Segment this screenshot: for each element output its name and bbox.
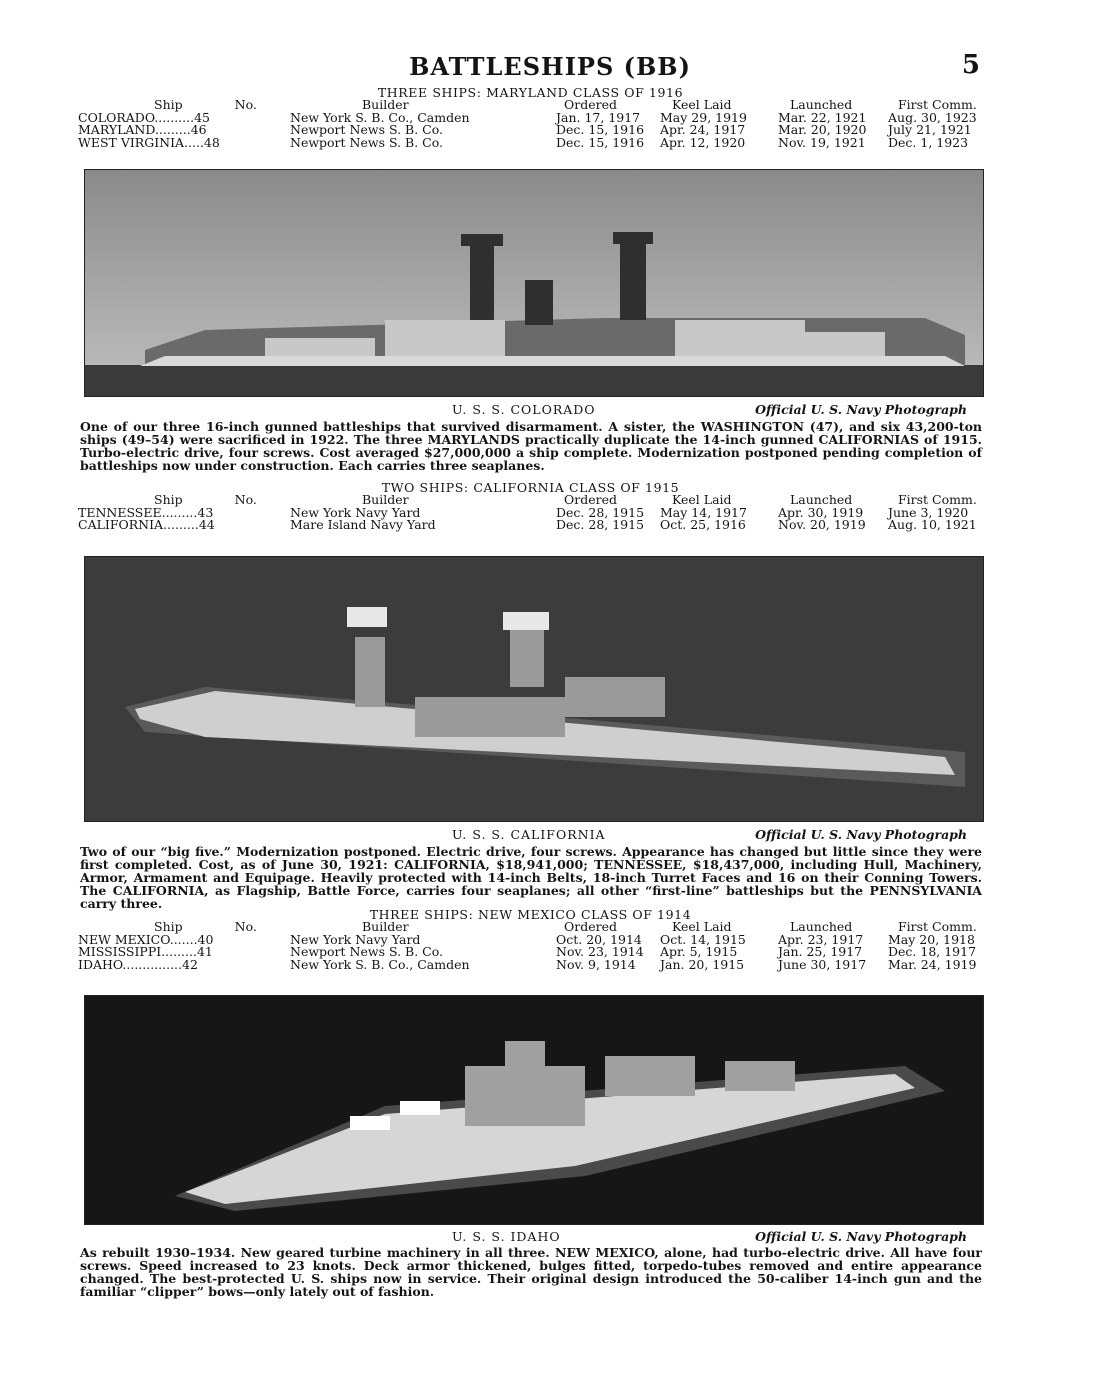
cell-keel: Apr. 5, 1915 [660,944,738,959]
table-row [78,137,983,150]
cell-comm: Dec. 1, 1923 [888,134,969,150]
idaho-description: As rebuilt 1930–1934. New geared turbine machinery in all three. NEW MEXICO, alone, had turbo-electric drive. All have four screws. Speed increased to 23 knots. Deck armor thickened, bulges fitted, torpedo-tubes removed and entire appearance changed. The best-protected U. S. ships now in service. Their original design introduced the 50-caliber 14-inch gun and the familiar “clipper” bows—only lately out of fashion. [80,1245,982,1299]
col-ship-no: Ship No. [154,97,257,112]
cell-builder: Newport News S. B. Co. [290,944,443,959]
ship-table [78,494,983,532]
ship-table [78,99,983,149]
photo-caption: U. S. S. IDAHO [452,1229,561,1244]
cell-ship: CALIFORNIA.........44 [78,517,215,532]
cell-comm: May 20, 1918 [888,931,975,947]
cell-comm: June 3, 1920 [888,504,969,520]
col-launched: Launched [790,919,853,934]
photo-caption: U. S. S. CALIFORNIA [452,827,606,842]
cell-ship: MISSISSIPPI.........41 [78,944,213,959]
photo-credit: Official U. S. Navy Photograph [755,1229,967,1244]
maryland-class-section [78,86,983,149]
photo-caption: U. S. S. COLORADO [452,402,596,417]
cell-ship: TENNESSEE.........43 [78,504,214,520]
page-number: 5 [961,50,980,80]
cell-launched: Nov. 19, 1921 [778,134,866,150]
cell-ship: IDAHO...............42 [78,956,198,972]
col-ordered: Ordered [564,97,617,112]
cell-keel: May 29, 1919 [660,109,747,125]
cell-builder: New York S. B. Co., Camden [290,109,470,125]
col-builder: Builder [362,919,409,934]
cell-ordered: Oct. 20, 1914 [556,931,642,947]
photo-credit: Official U. S. Navy Photograph [755,402,967,417]
cell-keel: Apr. 24, 1917 [660,122,746,137]
col-ordered: Ordered [564,492,617,507]
cell-launched: Mar. 20, 1920 [778,122,867,137]
table-row [78,959,983,972]
section-title: THREE SHIPS: NEW MEXICO CLASS OF 1914 [369,907,692,922]
cell-ordered: Dec. 28, 1915 [556,517,645,532]
photo-credit: Official U. S. Navy Photograph [755,827,967,842]
section-title: TWO SHIPS: CALIFORNIA CLASS OF 1915 [381,480,680,495]
cell-ordered: Nov. 9, 1914 [556,956,636,972]
cell-launched: June 30, 1917 [778,956,867,972]
cell-comm: Aug. 30, 1923 [888,109,977,125]
col-first-comm: First Comm. [898,919,977,934]
colorado-description: One of our three 16-inch gunned battleships that survived disarmament. A sister, the WASHINGTON (47), and six 43,200-ton ships (49–54) were sacrificed in 1922. The three MARYLANDS practically duplicate the 14-inch gunned CALIFORNIAS of 1915. Turbo-electric drive, four screws. Cost averaged $27,000,000 a ship complete. Modernization postponed pending completion of battleships now under construction. Each carries three seaplanes. [80,419,982,473]
cell-launched: Apr. 30, 1919 [778,504,864,520]
cell-builder: New York Navy Yard [290,504,421,520]
page-title: BATTLESHIPS (BB) [409,52,691,81]
col-keel-laid: Keel Laid [672,919,732,934]
col-keel-laid: Keel Laid [672,492,732,507]
cell-ship: WEST VIRGINIA.....48 [78,134,220,150]
col-ship-no: Ship No. [154,492,257,507]
col-ship-no: Ship No. [154,919,257,934]
col-ordered: Ordered [564,919,617,934]
cell-comm: Mar. 24, 1919 [888,956,977,972]
ship-table [78,921,983,971]
cell-ship: NEW MEXICO.......40 [78,931,214,947]
col-first-comm: First Comm. [898,492,977,507]
col-launched: Launched [790,97,853,112]
cell-launched: Jan. 25, 1917 [778,944,863,959]
cell-ship: COLORADO..........45 [78,109,210,125]
cell-keel: May 14, 1917 [660,504,747,520]
cell-builder: Mare Island Navy Yard [290,517,436,532]
cell-comm: Dec. 18, 1917 [888,944,977,959]
cell-keel: Jan. 20, 1915 [660,956,745,972]
cell-builder: Newport News S. B. Co. [290,122,443,137]
california-class-section [78,481,983,532]
cell-ship: MARYLAND.........46 [78,122,207,137]
col-first-comm: First Comm. [898,97,977,112]
cell-builder: Newport News S. B. Co. [290,134,443,150]
col-builder: Builder [362,492,409,507]
cell-keel: Oct. 14, 1915 [660,931,746,947]
cell-ordered: Dec. 15, 1916 [556,134,645,150]
cell-ordered: Dec. 15, 1916 [556,122,645,137]
table-row [78,519,983,532]
section-title: THREE SHIPS: MARYLAND CLASS OF 1916 [377,85,684,100]
cell-comm: Aug. 10, 1921 [888,517,977,532]
cell-ordered: Nov. 23, 1914 [556,944,644,959]
cell-keel: Oct. 25, 1916 [660,517,746,532]
cell-launched: Nov. 20, 1919 [778,517,866,532]
california-photo [84,556,984,822]
col-launched: Launched [790,492,853,507]
cell-ordered: Dec. 28, 1915 [556,504,645,520]
cell-comm: July 21, 1921 [888,122,972,137]
col-builder: Builder [362,97,409,112]
cell-launched: Apr. 23, 1917 [778,931,864,947]
idaho-photo [84,995,984,1225]
cell-keel: Apr. 12, 1920 [660,134,746,150]
col-keel-laid: Keel Laid [672,97,732,112]
new-mexico-class-section [78,908,983,971]
cell-launched: Mar. 22, 1921 [778,109,867,125]
cell-builder: New York S. B. Co., Camden [290,956,470,972]
colorado-photo [84,169,984,397]
cell-ordered: Jan. 17, 1917 [556,109,641,125]
california-description: Two of our “big five.” Modernization postponed. Electric drive, four screws. Appearance has changed but little since they were first completed. Cost, as of June 30, 1921: CALIFORNIA, $18,941,000; TENNESSEE, $18,437,000, including Hull, Machinery, Armor, Armament and Equipage. Heavily protected with 14-inch Belts, 18-inch Turret Faces and 16 on their Conning Towers. The CALIFORNIA, as Flagship, Battle Force, carries four seaplanes; all other “first-line” battleships but the PENNSYLVANIA carry three. [80,844,982,911]
cell-builder: New York Navy Yard [290,931,421,947]
